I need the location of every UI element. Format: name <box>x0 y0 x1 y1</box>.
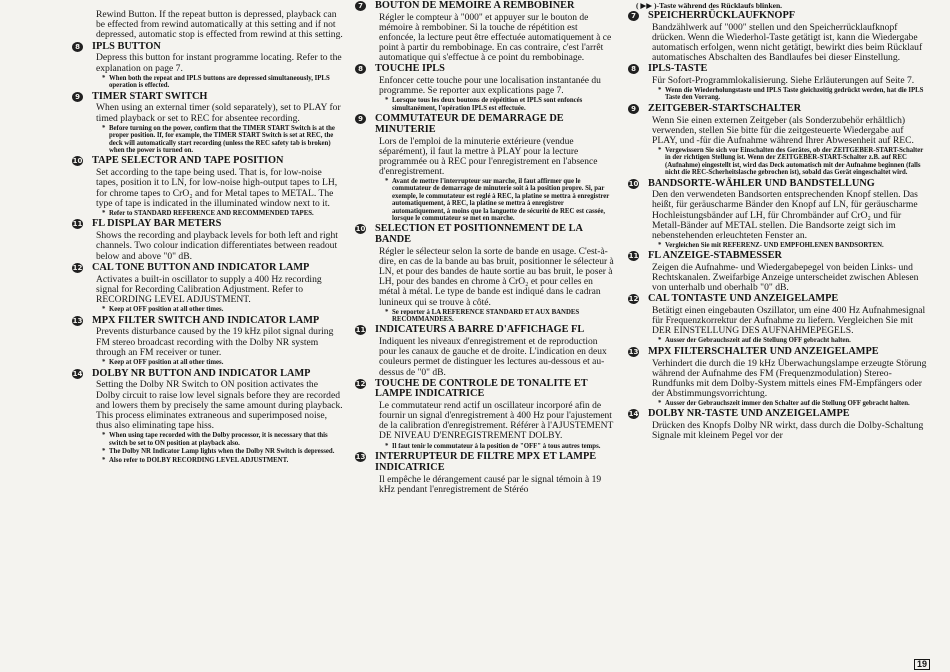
section-8 <box>628 64 928 102</box>
section-heading <box>355 224 615 246</box>
note: * Il faut tenir le commutateur à la position de "OFF" à tous autres temps. <box>385 443 615 450</box>
section-body: Bandzählwerk auf "000" stellen und den Speicherrücklaufknopf drücken. Wenn die Wiederhol-Taste getätigt ist, kann die Wiedergabe automatisch erfolgen, wenn nicht getätigt, bewirkt dies beim Rücklauf automatisches Abschalten des Bandlaufes bei dieser Einstellung. <box>652 21 923 64</box>
section-body: Zeigen die Aufnahme- und Wiedergabepegel von beiden Links- und Rechtskanalen. Zweifarbige Anzeige unterscheidet zwischen Ablesen von unterhalb und oberhalb "0" dB. <box>652 262 919 294</box>
section-heading <box>72 92 344 103</box>
notes-list <box>385 97 615 112</box>
section-body: Wenn Sie einen externen Zeitgeber (als Sonderzubehör erhältlich) verwenden, stellen Sie bitte für die zeitgesteuerte Wiedergabe auf PLAY, und -für die Aufnahme während Ihrer Abwesenheit auf REC. <box>652 114 914 146</box>
section-heading <box>628 179 928 190</box>
circled-number-icon <box>355 224 369 234</box>
section-title: FL ANZEIGE-STABMESSER <box>648 250 782 262</box>
column-french <box>355 0 615 672</box>
section-title: TIMER START SWITCH <box>92 90 208 102</box>
section-title: SELECTION ET POSITIONNEMENT DE LA BANDE <box>375 223 583 246</box>
section-title: TOUCHE IPLS <box>375 63 445 75</box>
section-title: CAL TONTASTE UND ANZEIGELAMPE <box>648 293 839 305</box>
section-number: 13 <box>628 347 639 356</box>
section-number: 14 <box>628 410 639 419</box>
section-number: 11 <box>355 326 366 335</box>
section-10 <box>355 224 615 323</box>
circled-number-icon <box>355 64 369 74</box>
section-title: TAPE SELECTOR AND TAPE POSITION <box>92 155 284 167</box>
notes-list <box>102 306 344 313</box>
note: * Refer to STANDARD REFERENCE AND RECOMMENDED TAPES. <box>102 210 344 217</box>
section-number: 8 <box>628 64 639 74</box>
section-12 <box>628 294 928 344</box>
section-number: 8 <box>355 64 366 74</box>
section-title: INDICATEURS A BARRE D'AFFICHAGE FL <box>375 324 585 336</box>
section-body: Régler le compteur à "000" et appuyer sur le bouton de mémoire à rembobiner. Si la touche de répétition est enfoncée, la lecture peut être effectuée automatiquement à ce point à partir du rembobinage. En cas contraire, c'est l'arrêt automatique qui s'effectue à ce point du rembobinage. <box>379 12 612 64</box>
section-heading <box>628 104 928 115</box>
continued-text: ( ▶▶ )-Taste während des Rücklaufs blinken. <box>636 1 783 10</box>
section-14 <box>628 409 928 441</box>
circled-number-icon <box>72 156 86 166</box>
notes-list <box>102 359 344 366</box>
section-number: 10 <box>355 225 366 234</box>
section-heading <box>355 64 615 75</box>
note: * Lorsque tous les deux boutons de répétition et IPLS sont enfoncés simultanément, l'opération IPLS est effectuée. <box>385 97 615 112</box>
section-title: COMMUTATEUR DE DEMARRAGE DE MINUTERIE <box>375 113 564 135</box>
notes-list <box>658 242 928 249</box>
section-13 <box>72 316 344 367</box>
section-title: MPX FILTER SWITCH AND INDICATOR LAMP <box>92 314 320 326</box>
section-title: CAL TONE BUTTON AND INDICATOR LAMP <box>92 261 310 273</box>
section-heading <box>72 156 344 167</box>
section-14 <box>72 369 344 464</box>
section-number: 12 <box>628 295 639 304</box>
section-heading <box>355 325 615 336</box>
note: * Vergleichen Sie mit REFERENZ- UND EMPFOHLENEN BANDSORTEN. <box>658 242 928 249</box>
section-number: 7 <box>355 1 366 11</box>
section-heading <box>628 347 928 358</box>
section-heading <box>72 263 344 274</box>
notes-list <box>658 400 928 407</box>
circled-number-icon <box>355 379 369 389</box>
section-body: Drücken des Knopfs Dolby NR wirkt, dass durch die Dolby-Schaltung Signale mit kleinem Pegel vor der <box>652 420 924 442</box>
section-title: IPLS BUTTON <box>92 40 161 52</box>
note: * The Dolby NR Indicator Lamp lights when the Dolby NR Switch is depressed. <box>102 448 344 455</box>
note: * Wenn die Wiederholungstaste und IPLS Taste gleichzeitig gedrückt werden, hat die IPLS Taste den Vorrang. <box>658 87 928 102</box>
section-title: DOLBY NR-TASTE UND ANZEIGELAMPE <box>648 408 850 420</box>
note: * Also refer to DOLBY RECORDING LEVEL ADJUSTMENT. <box>102 457 344 464</box>
column-german <box>628 0 928 672</box>
section-title: BANDSORTE-WÄHLER UND BANDSTELLUNG <box>648 177 875 189</box>
note: * Keep at OFF position at all other times. <box>102 306 344 313</box>
note: * Before turning on the power, confirm that the TIMER START Switch is at the proper position. If, for example, the TIMER START Switch is set at REC, the deck will automatically start recording (unless the REC safety tab is broken) when the power is turned on. <box>102 125 344 155</box>
section-heading <box>628 251 928 262</box>
section-heading <box>355 379 615 401</box>
section-body: Régler le sélecteur selon la sorte de bande en usage. C'est-à-dire, en cas de la bande au bas bruit, positionner le sélecteur à LN, et pour des bandes de haute sortie au bas bruit, le poser à LH, pour des bandes en chrome à CrO₂ et pour celles en métal à métal. Le type de bande est indiqué dans le cadran lunineux qui se trouve à côté. <box>379 247 614 308</box>
circled-number-icon <box>355 325 369 335</box>
circled-number-icon <box>628 347 642 357</box>
circled-number-icon <box>628 409 642 419</box>
section-9 <box>72 92 344 155</box>
note: * Se reporter à LA REFERENCE STANDARD ET AUX BANDES RECOMMANDEES. <box>385 309 615 324</box>
note: * Vergewissern Sie sich vor Einschalten des Gerätes, ob der ZEITGEBER-START-Schalter in der richtigen Stellung ist. Wenn der ZEITGEBER-START-Schalter z.B. auf REC (Aufnahme) eingestellt ist, wird das Deck automatisch mit der Aufnahme beginnen (falls nicht die REC-Scherheitslasche gebrochen ist), sobald das Gerät eingeschaltet wird. <box>658 147 928 177</box>
section-title: TOUCHE DE CONTROLE DE TONALITE ET LAMPE INDICATRICE <box>375 377 588 400</box>
section-12 <box>355 379 615 450</box>
circled-number-icon <box>72 263 86 273</box>
section-heading <box>355 114 615 136</box>
notes-list <box>658 87 928 102</box>
section-heading <box>628 64 928 75</box>
section-title: ZEITGEBER-STARTSCHALTER <box>648 102 801 114</box>
section-body: Le commutateur rend actif un oscillateur incorporé afin de fournir un signal d'enregistrement à 400 Hz pour l'ajustement de la calibration d'enregistrement. Référer à l'AJUSTEMENT DE NIVEAU D'ENREGISTREMENT DOLBY. <box>379 401 614 442</box>
page-number: 19 <box>914 659 930 670</box>
section-heading <box>72 316 344 327</box>
section-number: 13 <box>355 452 366 461</box>
section-body: Lors de l'emploi de la minuterie extérieure (vendue séparément), il faut la mettre à PLAY pour la lecture programmée ou à REC pour l'enregistrement en l'absence d'enregistrement. <box>379 136 598 177</box>
section-number: 11 <box>72 220 83 229</box>
section-body: Verhindert die durch die 19 kHz Überwachungslampe erzeugte Störung während der Aufnahme des FM (Frequenzmodulation) Stereo-Rundfunks mit dem Dolby-System mittels eines FM-Empfängers oder der Abstimmungsvorrichtung. <box>652 357 927 399</box>
circled-number-icon <box>72 316 86 326</box>
section-number: 9 <box>72 92 83 102</box>
section-7 <box>355 1 615 63</box>
section-number: 10 <box>72 157 83 166</box>
section-heading <box>72 42 344 53</box>
circled-number-icon <box>628 104 642 114</box>
section-number: 7 <box>628 11 639 21</box>
section-body: When using an external timer (sold separately), set to PLAY for timed playback or set to REC for absentee recording. <box>96 102 341 124</box>
section-number: 8 <box>72 42 83 52</box>
section-11 <box>72 219 344 261</box>
section-number: 9 <box>355 114 366 124</box>
circled-number-icon <box>355 114 369 124</box>
section-8 <box>72 42 344 90</box>
circled-number-icon <box>355 452 369 462</box>
section-title: MPX FILTERSCHALTER UND ANZEIGELAMPE <box>648 345 879 357</box>
section-number: 11 <box>628 252 639 261</box>
notes-list <box>658 147 928 177</box>
circled-number-icon <box>628 11 642 21</box>
notes-list <box>385 443 615 450</box>
notes-list <box>658 337 928 344</box>
section-7 <box>628 11 928 63</box>
note: * Avant de mettre l'interrupteur sur marche, il faut affirmer que le commutateur de demarrage de minuterie soit à la position propre. Si, par exemple, le commutateur est reglé à REC, la platine se mettra à enregistrer automatiquement, à REC, la platine se mettra à enregistrer automatiquement, à moins que la languette de sécurité de REC est cassée, lorsque le commutateur se met en marche. <box>385 178 615 222</box>
note: * Keep at OFF position at all other times. <box>102 359 344 366</box>
section-heading <box>355 452 615 474</box>
section-heading <box>628 11 928 22</box>
section-body: Enfoncer cette touche pour une localisation instantanée du programme. Se reporter aux explications page 7. <box>379 76 601 97</box>
section-title: IPLS-TASTE <box>648 63 708 75</box>
circled-number-icon <box>628 294 642 304</box>
section-number: 10 <box>628 179 639 188</box>
note: * Ausser der Gebrauchszeit immer den Schalter auf die Stellung OFF gebracht halten. <box>658 400 928 407</box>
section-11 <box>355 325 615 377</box>
section-body: Indiquent les niveaux d'enregistrement et de reproduction pour les canaux de gauche et de droite. L'indication en deux couleurs permet de distinguer les lectures au-dessous et au-dessus de "0" dB. <box>379 337 607 378</box>
circled-number-icon <box>72 92 86 102</box>
section-10 <box>72 156 344 217</box>
circled-number-icon <box>355 1 369 11</box>
circled-number-icon <box>628 251 642 261</box>
section-number: 14 <box>72 369 83 378</box>
section-body: Prevents disturbance caused by the 19 kHz pilot signal during FM stereo broadcast recording with the Dolby NR system through an FM receiver or tuner. <box>96 326 334 358</box>
section-number: 12 <box>355 379 366 388</box>
section-title: INTERRUPTEUR DE FILTRE MPX ET LAMPE INDICATRICE <box>375 450 597 473</box>
section-heading <box>72 369 344 380</box>
section-title: SPEICHERRÜCKLAUFKNOPF <box>648 10 796 21</box>
continued-text: Rewind Button. If the repeat button is depressed, playback can be effected from rewind automatically at this setting and if not depressed, automatic stop is effected from rewind at this setting. <box>96 9 343 41</box>
notes-list <box>102 75 344 90</box>
circled-number-icon <box>72 42 86 52</box>
note: * Ausser der Gebrauchszeit auf die Stellung OFF gebracht halten. <box>658 337 928 344</box>
notes-list <box>385 178 615 222</box>
note: * When both the repeat and IPLS buttons are depressed simultaneously, IPLS operation is effected. <box>102 75 344 90</box>
section-number: 13 <box>72 316 83 325</box>
section-body: Shows the recording and playback levels for both left and right channels. Two colour indication differentiates between readout below and above "0" dB. <box>96 230 338 262</box>
section-8 <box>355 64 615 112</box>
notes-list <box>102 432 344 464</box>
section-9 <box>355 114 615 222</box>
section-body: Für Sofort-Programmlokalisierung. Siehe Erläuterungen auf Seite 7. <box>652 74 915 86</box>
section-number: 9 <box>628 104 639 114</box>
circled-number-icon <box>72 219 86 229</box>
section-body: Activates a built-in oscillator to supply a 400 Hz recording signal for Recording Calibration Adjustment. Refer to RECORDING LEVEL ADJUSTMENT. <box>96 273 322 306</box>
section-body: Depress this button for instant programme locating. Refer to the explanation on page 7. <box>96 52 342 74</box>
section-body: Den den verwendeten Bandsorten entsprechenden Knopf stellen. Das heißt, für geräuscharme Bänder den Knopf auf LN, für geräuscharme Hochleistungsbänder auf LH, für Chrombänder auf CrO₂ und für Metall-Bänder auf METAL stellen. Die Bandsorte zeigt sich im nebenstehenden erleuchteten Fenster an. <box>652 189 918 241</box>
section-heading <box>355 1 615 12</box>
circled-number-icon <box>628 179 642 189</box>
section-13 <box>355 452 615 495</box>
section-body: Setting the Dolby NR Switch to ON position activates the Dolby circuit to raise low level signals before they are recorded and lowers them by precisely the same amount during playback. This process eliminates extraneous and superimposed noise, thus also eliminating tape hiss. <box>96 379 343 432</box>
notes-list <box>102 125 344 155</box>
section-heading <box>72 219 344 230</box>
column-english <box>72 0 344 672</box>
section-number: 12 <box>72 263 83 272</box>
section-body: Betätigt einen eingebauten Oszillator, um eine 400 Hz Aufnahmesignal für Frequenzkorrektur der Aufnahme zu liefern. Vergleichen Sie mit DER EINSTELLUNG DES AUFNAHMEPEGELS. <box>652 305 926 337</box>
section-heading <box>628 409 928 420</box>
circled-number-icon <box>628 64 642 74</box>
section-heading <box>628 294 928 305</box>
section-title: BOUTON DE MEMOIRE A REMBOBINER <box>375 0 575 11</box>
section-13 <box>628 347 928 408</box>
section-body: Il empêche le dérangement causé par le signal témoin à 19 kHz pendant l'enregistrement de Stéréo <box>379 474 602 495</box>
note: * When using tape recorded with the Dolby processor, it is necessary that this switch be set to ON position at playback also. <box>102 432 344 447</box>
section-body: Set according to the tape being used. That is, for low-noise tapes, position it to LN, for low-noise high-output tapes to LH, for chrome tapes to CrO₂ and for Metal tapes to METAL. The type of tape is indicated in the illuminated window next to it. <box>96 167 338 209</box>
section-11 <box>628 251 928 293</box>
section-10 <box>628 179 928 250</box>
notes-list <box>385 309 615 324</box>
section-title: FL DISPLAY BAR METERS <box>92 218 222 230</box>
section-12 <box>72 263 344 314</box>
section-title: DOLBY NR BUTTON AND INDICATOR LAMP <box>92 367 311 379</box>
circled-number-icon <box>72 369 86 379</box>
section-9 <box>628 104 928 177</box>
notes-list <box>102 210 344 217</box>
